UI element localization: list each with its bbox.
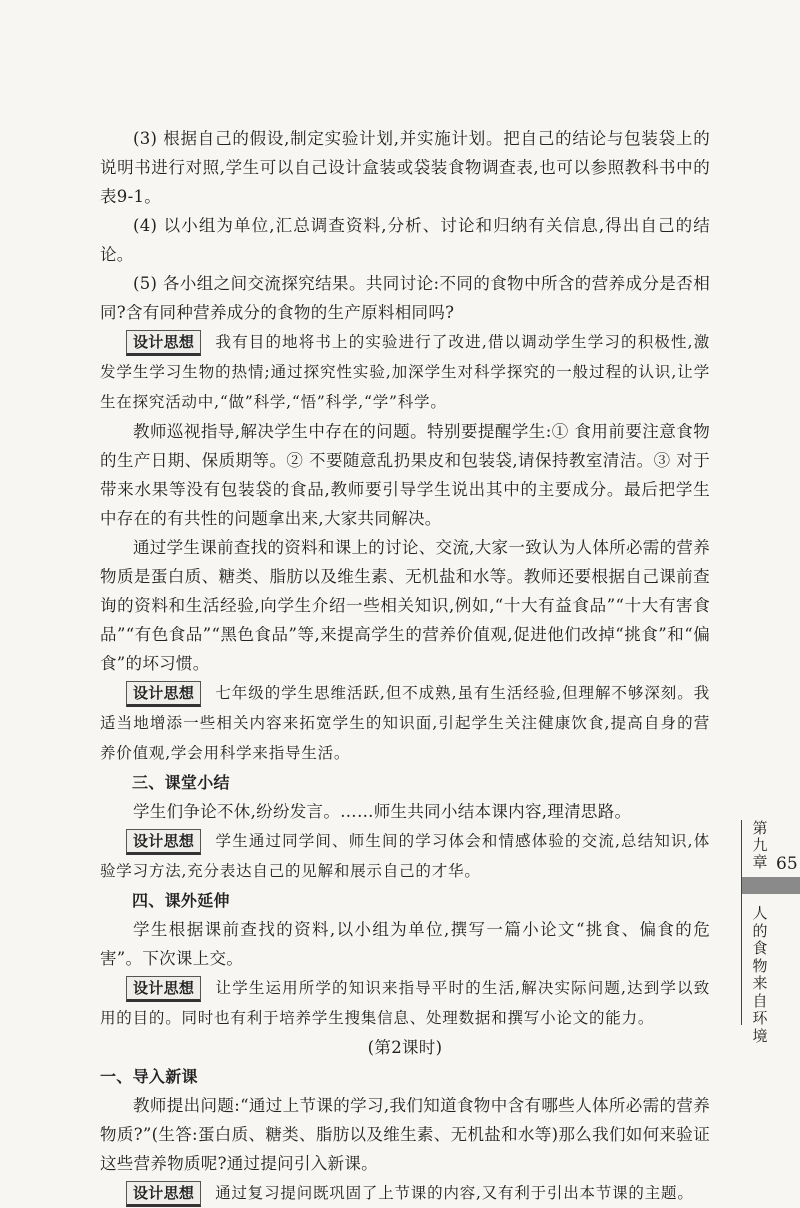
paragraph-extension: 学生根据课前查找的资料,以小组为单位,撰写一篇小论文“挑食、偏食的危害”。下次课上交。 <box>100 920 710 968</box>
design-label: 设计思想 <box>126 829 201 855</box>
page-body <box>100 124 710 1208</box>
paragraph-step-4: (4) 以小组为单位,汇总调查资料,分析、讨论和归纳有关信息,得出自己的结论。 <box>100 216 710 264</box>
section-heading-intro: 一、导入新课 <box>100 1067 198 1086</box>
design-label: 设计思想 <box>126 681 201 707</box>
paragraph-step-3: (3) 根据自己的假设,制定实验计划,并实施计划。把自己的结论与包装袋上的说明书进行对照,学生可以自己设计盒装或袋装食物调查表,也可以参照教科书中的表9-1。 <box>100 129 710 206</box>
design-text: 让学生运用所学的知识来指导平时的生活,解决实际问题,达到学以致用的目的。同时也有利于培养学生搜集信息、处理数据和撰写小论文的能力。 <box>100 979 710 1027</box>
design-note-4 <box>100 973 710 1033</box>
design-note-5 <box>100 1178 710 1208</box>
design-note-1 <box>100 327 710 417</box>
section-heading-extension: 四、课外延伸 <box>132 891 230 910</box>
page-tab-bar <box>742 877 800 894</box>
design-label: 设计思想 <box>126 976 201 1002</box>
design-text: 学生通过同学间、师生间的学习体会和情感体验的交流,总结知识,体验学习方法,充分表达自己的见解和展示自己的才华。 <box>100 832 710 880</box>
design-note-2 <box>100 678 710 768</box>
design-label: 设计思想 <box>126 330 201 356</box>
design-text: 通过复习提问既巩固了上节课的内容,又有利于引出本节课的主题。 <box>215 1184 694 1202</box>
design-text: 我有目的地将书上的实验进行了改进,借以调动学生学习的积极性,激发学生学习生物的热情;通过探究性实验,加深学生对科学探究的一般过程的认识,让学生在探究活动中,“做”科学,“悟”科学,“学”科学。 <box>100 333 710 411</box>
paragraph-step-5: (5) 各小组之间交流探究结果。共同讨论:不同的食物中所含的营养成分是否相同?含有同种营养成分的食物的生产原料相同吗? <box>100 274 710 322</box>
chapter-label: 第九章 <box>752 819 768 871</box>
design-text: 七年级的学生思维活跃,但不成熟,虽有生活经验,但理解不够深刻。我适当地增添一些相关内容来拓宽学生的知识面,引起学生关注健康饮食,提高自身的营养价值观,学会用科学来指导生活。 <box>100 684 710 762</box>
page-number: 65 <box>776 854 798 874</box>
paragraph-intro: 教师提出问题:“通过上节课的学习,我们知道食物中含有哪些人体所必需的营养物质?”(生答:蛋白质、糖类、脂肪以及维生素、无机盐和水等)那么我们如何来验证这些营养物质呢?通过提问引入新课。 <box>100 1096 710 1173</box>
sidebar-divider <box>741 820 742 1025</box>
lesson-2-heading: (第2课时) <box>367 1038 443 1057</box>
design-label: 设计思想 <box>126 1181 201 1207</box>
paragraph-summary: 学生们争论不休,纷纷发言。……师生共同小结本课内容,理清思路。 <box>133 802 632 821</box>
paragraph-teacher-guide: 教师巡视指导,解决学生中存在的问题。特别要提醒学生:① 食用前要注意食物的生产日期、保质期等。② 不要随意乱扔果皮和包装袋,请保持教室清洁。③ 对于带来水果等没有包装袋的食品,教师要引导学生说出其中的主要成分。最后把学生中存在的有共性的问题拿出来,大家共同解决。 <box>100 422 710 528</box>
design-note-3 <box>100 826 710 886</box>
paragraph-discussion: 通过学生课前查找的资料和课上的讨论、交流,大家一致认为人体所必需的营养物质是蛋白质、糖类、脂肪以及维生素、无机盐和水等。教师还要根据自己课前查询的资料和生活经验,向学生介绍一些相关知识,例如,“十大有益食品”“十大有害食品”“有色食品”“黑色食品”等,来提高学生的营养价值观,促进他们改掉“挑食”和“偏食”的坏习惯。 <box>100 538 710 673</box>
chapter-topic: 人的食物来自环境 <box>752 904 768 1045</box>
section-heading-summary: 三、课堂小结 <box>132 773 230 792</box>
